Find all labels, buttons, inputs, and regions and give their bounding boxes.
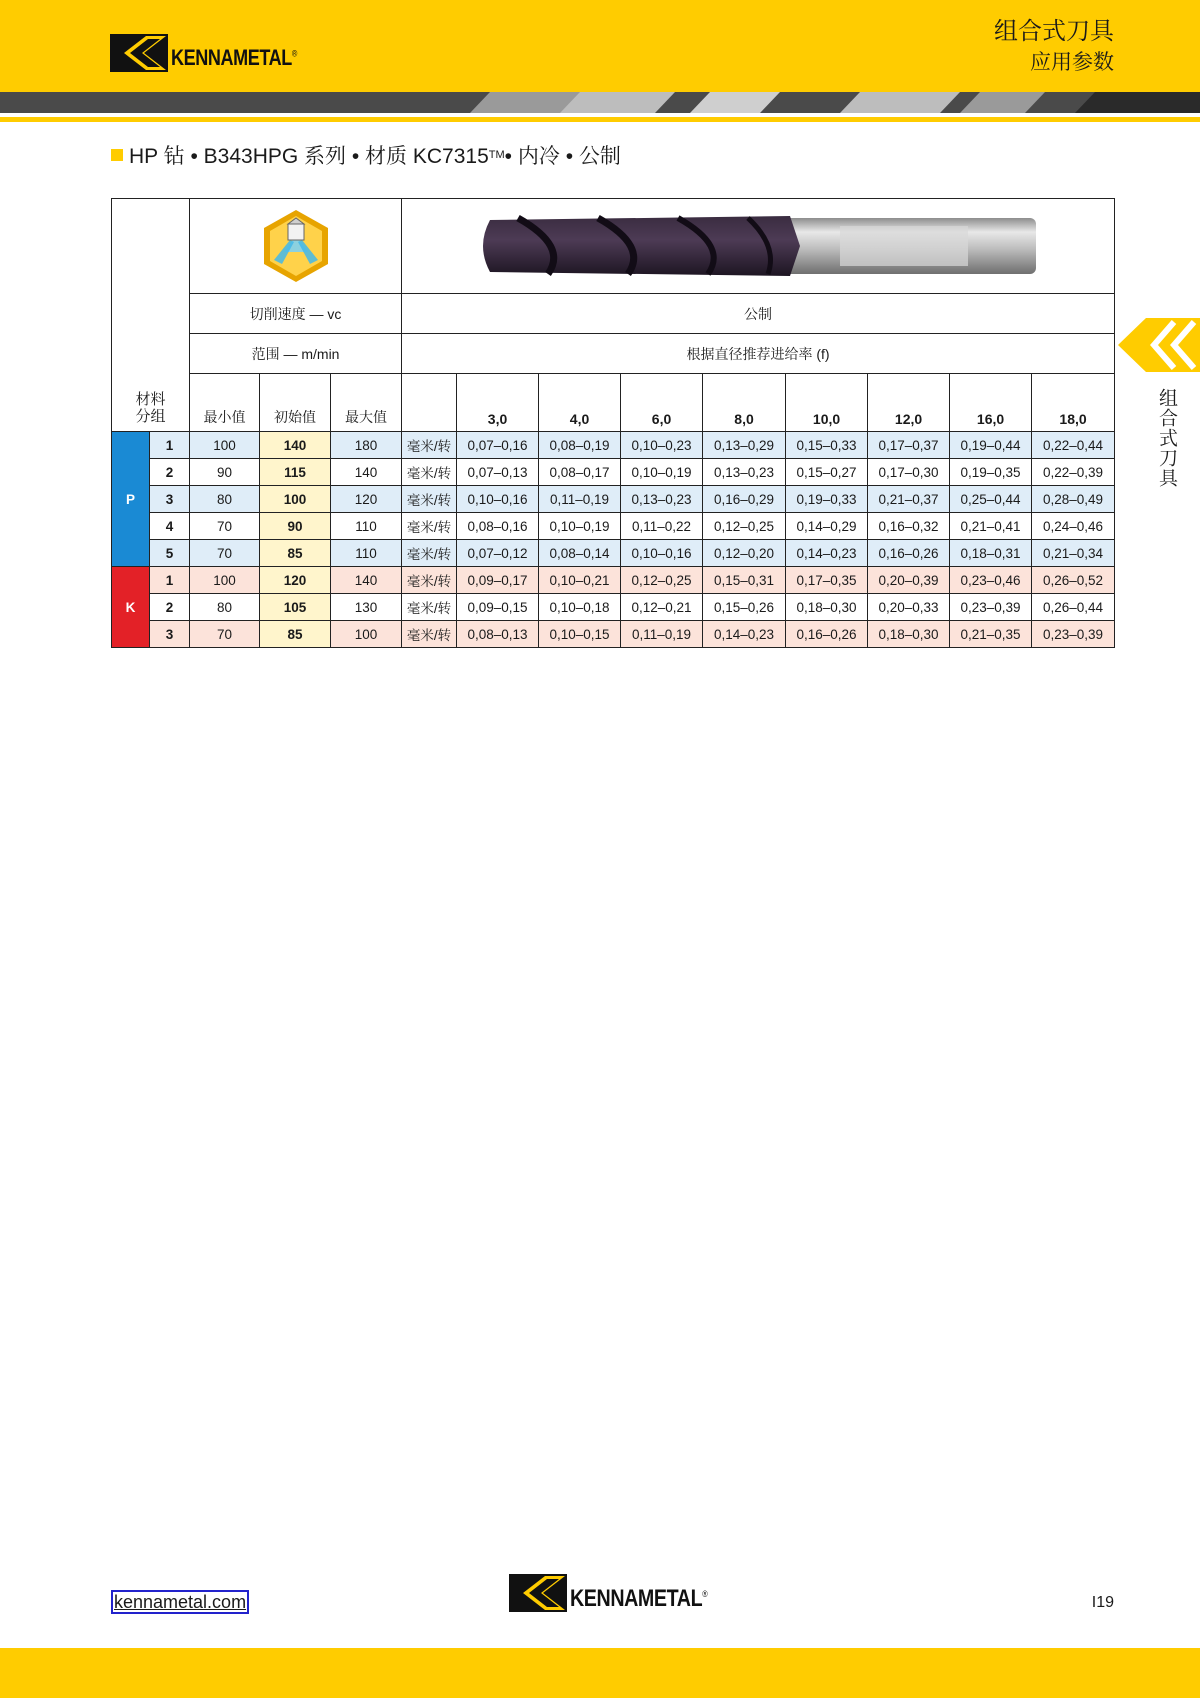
diameter-header: 16,0 <box>950 374 1032 432</box>
section-title-suffix: • 内冷 • 公制 <box>504 145 621 168</box>
subgroup-number: 4 <box>150 513 190 540</box>
feed-value: 0,07–0,12 <box>457 540 539 567</box>
vc-start-value: 115 <box>260 459 331 486</box>
vc-start-value: 140 <box>260 432 331 459</box>
table-row <box>112 540 1115 567</box>
feed-value: 0,08–0,13 <box>457 621 539 648</box>
feed-value: 0,07–0,16 <box>457 432 539 459</box>
footer-band <box>0 1648 1200 1698</box>
feed-value: 0,26–0,44 <box>1032 594 1115 621</box>
feed-value: 0,15–0,27 <box>786 459 868 486</box>
header-title-line1: 组合式刀具 <box>994 18 1114 45</box>
feed-value: 0,12–0,21 <box>621 594 703 621</box>
feed-value: 0,08–0,17 <box>539 459 621 486</box>
unit-header-blank <box>402 374 457 432</box>
feed-unit: 毫米/转 <box>402 621 457 648</box>
footer-brand-name: KENNAMETAL® <box>570 1585 708 1612</box>
feed-unit: 毫米/转 <box>402 567 457 594</box>
vc-min-value: 80 <box>190 486 260 513</box>
page-number: I19 <box>1091 1594 1114 1611</box>
double-chevron-left-icon <box>1118 318 1200 372</box>
vc-start-value: 100 <box>260 486 331 513</box>
vc-max-value: 140 <box>331 567 402 594</box>
diameter-header: 10,0 <box>786 374 868 432</box>
subgroup-number: 3 <box>150 621 190 648</box>
feed-value: 0,20–0,39 <box>868 567 950 594</box>
feed-value: 0,21–0,41 <box>950 513 1032 540</box>
decorative-stripe-band <box>0 92 1200 113</box>
diameter-header: 8,0 <box>703 374 786 432</box>
side-tab-label: 组合式刀具 <box>1156 388 1177 488</box>
vc-min-value: 90 <box>190 459 260 486</box>
subgroup-number: 2 <box>150 459 190 486</box>
feed-unit: 毫米/转 <box>402 486 457 513</box>
header-title <box>994 16 1114 78</box>
material-group-k: K <box>112 567 150 648</box>
feed-value: 0,08–0,16 <box>457 513 539 540</box>
application-data-table <box>111 198 1115 648</box>
feed-value: 0,20–0,33 <box>868 594 950 621</box>
diameter-header: 4,0 <box>539 374 621 432</box>
feed-value: 0,10–0,19 <box>621 459 703 486</box>
vc-min-value: 100 <box>190 567 260 594</box>
footer-website-link[interactable]: kennametal.com <box>111 1590 249 1614</box>
feed-value: 0,17–0,35 <box>786 567 868 594</box>
feed-value: 0,09–0,15 <box>457 594 539 621</box>
feed-unit: 毫米/转 <box>402 540 457 567</box>
feed-value: 0,21–0,37 <box>868 486 950 513</box>
internal-coolant-hexagon-icon <box>260 208 332 284</box>
vc-start-value: 90 <box>260 513 331 540</box>
header-brand-name: KENNAMETAL® <box>171 45 297 70</box>
col-max-header: 最大值 <box>331 374 402 432</box>
feed-value: 0,13–0,29 <box>703 432 786 459</box>
header-logo <box>110 34 325 72</box>
vc-max-value: 100 <box>331 621 402 648</box>
feed-value: 0,25–0,44 <box>950 486 1032 513</box>
feed-value: 0,19–0,44 <box>950 432 1032 459</box>
feed-value: 0,24–0,46 <box>1032 513 1115 540</box>
feed-value: 0,18–0,30 <box>786 594 868 621</box>
coolant-icon-cell <box>190 199 402 294</box>
feed-value: 0,18–0,30 <box>868 621 950 648</box>
feed-value: 0,22–0,44 <box>1032 432 1115 459</box>
feed-value: 0,14–0,23 <box>703 621 786 648</box>
table-row <box>112 567 1115 594</box>
feed-value: 0,12–0,25 <box>703 513 786 540</box>
header-thin-yellow-line <box>0 117 1200 122</box>
feed-value: 0,08–0,14 <box>539 540 621 567</box>
feed-value: 0,16–0,26 <box>786 621 868 648</box>
vc-min-value: 100 <box>190 432 260 459</box>
feed-value: 0,16–0,29 <box>703 486 786 513</box>
feed-value: 0,23–0,46 <box>950 567 1032 594</box>
material-group-header <box>112 199 190 432</box>
header-title-line2: 应用参数 <box>1030 51 1114 74</box>
vc-start-value: 85 <box>260 621 331 648</box>
vc-max-value: 110 <box>331 540 402 567</box>
material-group-p: P <box>112 432 150 567</box>
feed-value: 0,15–0,26 <box>703 594 786 621</box>
feed-value: 0,14–0,29 <box>786 513 868 540</box>
section-title-tm: TM <box>488 149 505 161</box>
table-row <box>112 459 1115 486</box>
kennametal-k-mark-icon <box>110 34 168 72</box>
feed-value: 0,10–0,21 <box>539 567 621 594</box>
feed-value: 0,22–0,39 <box>1032 459 1115 486</box>
feed-value: 0,19–0,33 <box>786 486 868 513</box>
col-min-header: 最小值 <box>190 374 260 432</box>
range-header: 范围 — m/min <box>190 334 402 374</box>
subgroup-number: 5 <box>150 540 190 567</box>
table-row <box>112 432 1115 459</box>
feed-value: 0,19–0,35 <box>950 459 1032 486</box>
cutting-speed-header: 切削速度 — vc <box>190 294 402 334</box>
vc-start-value: 120 <box>260 567 331 594</box>
feed-value: 0,14–0,23 <box>786 540 868 567</box>
feed-value: 0,11–0,19 <box>621 621 703 648</box>
feed-value: 0,10–0,15 <box>539 621 621 648</box>
feed-unit: 毫米/转 <box>402 432 457 459</box>
vc-max-value: 180 <box>331 432 402 459</box>
feed-value: 0,11–0,22 <box>621 513 703 540</box>
feed-value: 0,10–0,23 <box>621 432 703 459</box>
feed-value: 0,15–0,31 <box>703 567 786 594</box>
feed-value: 0,10–0,16 <box>621 540 703 567</box>
table-row <box>112 594 1115 621</box>
feed-unit: 毫米/转 <box>402 513 457 540</box>
vc-min-value: 80 <box>190 594 260 621</box>
yellow-square-icon <box>111 149 123 161</box>
feed-value: 0,11–0,19 <box>539 486 621 513</box>
vc-max-value: 130 <box>331 594 402 621</box>
kennametal-k-mark-icon <box>509 1574 567 1612</box>
feed-value: 0,08–0,19 <box>539 432 621 459</box>
metric-header: 公制 <box>402 294 1115 334</box>
feed-value: 0,13–0,23 <box>703 459 786 486</box>
feed-value: 0,17–0,30 <box>868 459 950 486</box>
material-label-line2: 分组 <box>135 408 166 425</box>
feed-value: 0,28–0,49 <box>1032 486 1115 513</box>
feed-value: 0,16–0,32 <box>868 513 950 540</box>
drill-tool-image <box>448 206 1068 286</box>
vc-min-value: 70 <box>190 540 260 567</box>
feed-value: 0,10–0,18 <box>539 594 621 621</box>
footer-logo <box>509 1573 737 1613</box>
vc-max-value: 120 <box>331 486 402 513</box>
feed-value: 0,12–0,25 <box>621 567 703 594</box>
feed-rate-header: 根据直径推荐进给率 (f) <box>402 334 1115 374</box>
feed-value: 0,13–0,23 <box>621 486 703 513</box>
feed-value: 0,17–0,37 <box>868 432 950 459</box>
diameter-header: 6,0 <box>621 374 703 432</box>
table-row <box>112 513 1115 540</box>
section-title-prefix: HP 钻 • B343HPG 系列 • 材质 KC7315 <box>129 145 489 168</box>
drill-image-cell <box>402 199 1115 294</box>
feed-unit: 毫米/转 <box>402 459 457 486</box>
diameter-header: 18,0 <box>1032 374 1115 432</box>
feed-value: 0,10–0,19 <box>539 513 621 540</box>
col-start-header: 初始值 <box>260 374 331 432</box>
feed-value: 0,26–0,52 <box>1032 567 1115 594</box>
table-row <box>112 621 1115 648</box>
feed-unit: 毫米/转 <box>402 594 457 621</box>
feed-value: 0,23–0,39 <box>1032 621 1115 648</box>
feed-value: 0,09–0,17 <box>457 567 539 594</box>
vc-max-value: 140 <box>331 459 402 486</box>
vc-start-value: 105 <box>260 594 331 621</box>
vc-min-value: 70 <box>190 621 260 648</box>
vc-max-value: 110 <box>331 513 402 540</box>
feed-value: 0,12–0,20 <box>703 540 786 567</box>
subgroup-number: 1 <box>150 432 190 459</box>
feed-value: 0,21–0,34 <box>1032 540 1115 567</box>
feed-value: 0,10–0,16 <box>457 486 539 513</box>
feed-value: 0,16–0,26 <box>868 540 950 567</box>
vc-start-value: 85 <box>260 540 331 567</box>
subgroup-number: 3 <box>150 486 190 513</box>
vc-min-value: 70 <box>190 513 260 540</box>
diameter-header: 3,0 <box>457 374 539 432</box>
diameter-header: 12,0 <box>868 374 950 432</box>
feed-value: 0,21–0,35 <box>950 621 1032 648</box>
material-label-line1: 材料 <box>135 391 166 408</box>
subgroup-number: 2 <box>150 594 190 621</box>
feed-value: 0,23–0,39 <box>950 594 1032 621</box>
table-row <box>112 486 1115 513</box>
feed-value: 0,07–0,13 <box>457 459 539 486</box>
section-title <box>111 140 621 170</box>
feed-value: 0,18–0,31 <box>950 540 1032 567</box>
feed-value: 0,15–0,33 <box>786 432 868 459</box>
subgroup-number: 1 <box>150 567 190 594</box>
